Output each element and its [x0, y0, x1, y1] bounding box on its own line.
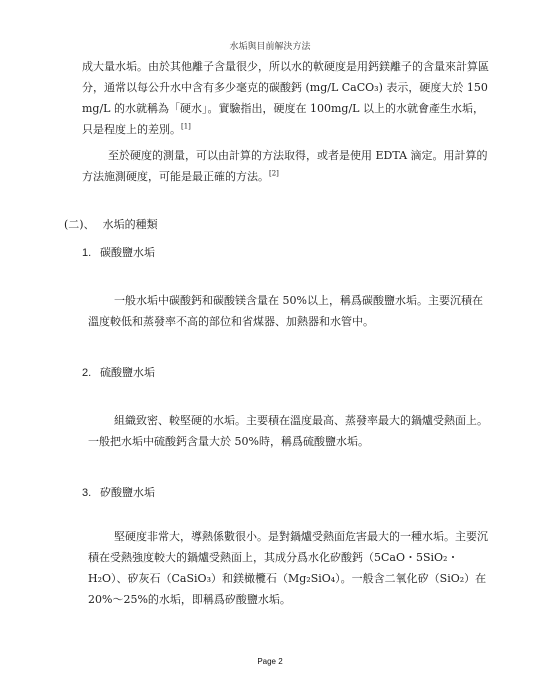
section-title: 水垢的種類 [102, 218, 158, 231]
item-body-silicate: 堅硬度非常大，導熱係數很小。是對鍋爐受熱面危害最大的一種水垢。主要沉積在受熱強度較大的鍋爐受熱面上，其成分爲水化矽酸鈣（5CaO・5SiO₂・H₂O）、矽灰石（CaSiO₃）和鎂橄欖石（Mg₂SiO₄）。一般含二氧化矽（SiO₂）在 20%～25%的水垢，即稱爲矽酸鹽水垢。 [88, 530, 488, 606]
item-number: 1. [82, 247, 92, 259]
item-body-sulfate: 組織致密、較堅硬的水垢。主要積在溫度最高、蒸發率最大的鍋爐受熱面上。一般把水垢中硫酸鈣含量大於 50%時，稱爲硫酸鹽水垢。 [88, 414, 488, 448]
paragraph-measurement-text: 至於硬度的測量，可以由計算的方法取得，或者是使用 EDTA 滴定。用計算的方法施測硬度，可能是最正確的方法。 [82, 149, 488, 183]
citation-1: [1] [181, 122, 191, 131]
item-number: 3. [82, 487, 92, 499]
item-title: 碳酸鹽水垢 [100, 246, 155, 259]
item-title: 矽酸鹽水垢 [100, 486, 155, 499]
paragraph-hardness [82, 56, 492, 140]
item-heading-silicate [82, 484, 155, 500]
item-heading-carbonate [82, 244, 155, 260]
item-title: 硫酸鹽水垢 [100, 366, 155, 379]
item-body-carbonate: 一般水垢中碳酸鈣和碳酸镁含量在 50%以上，稱爲碳酸鹽水垢。主要沉積在溫度較低和蒸發率不高的部位和省煤器、加熱器和水管中。 [88, 294, 483, 328]
page-number: Page 2 [257, 657, 283, 666]
item-heading-sulfate [82, 364, 155, 380]
citation-2: [2] [269, 169, 279, 178]
paragraph-hardness-text: 成大量水垢。由於其他離子含量很少，所以水的軟硬度是用鈣鎂離子的含量來計算區分，通常以每公升水中含有多少毫克的碳酸鈣 (mg/L CaCO₃) 表示，硬度大於 150 mg/L 的水就稱為「硬水」。實驗指出，硬度在 100mg/L 以上的水就會產生水垢，只是程度上的差別。 [82, 60, 489, 136]
section-number: (二)、 [64, 218, 95, 231]
paragraph-measurement [82, 145, 492, 187]
section-heading [64, 216, 158, 232]
running-header: 水垢與目前解決方法 [229, 42, 311, 52]
item-number: 2. [82, 367, 92, 379]
